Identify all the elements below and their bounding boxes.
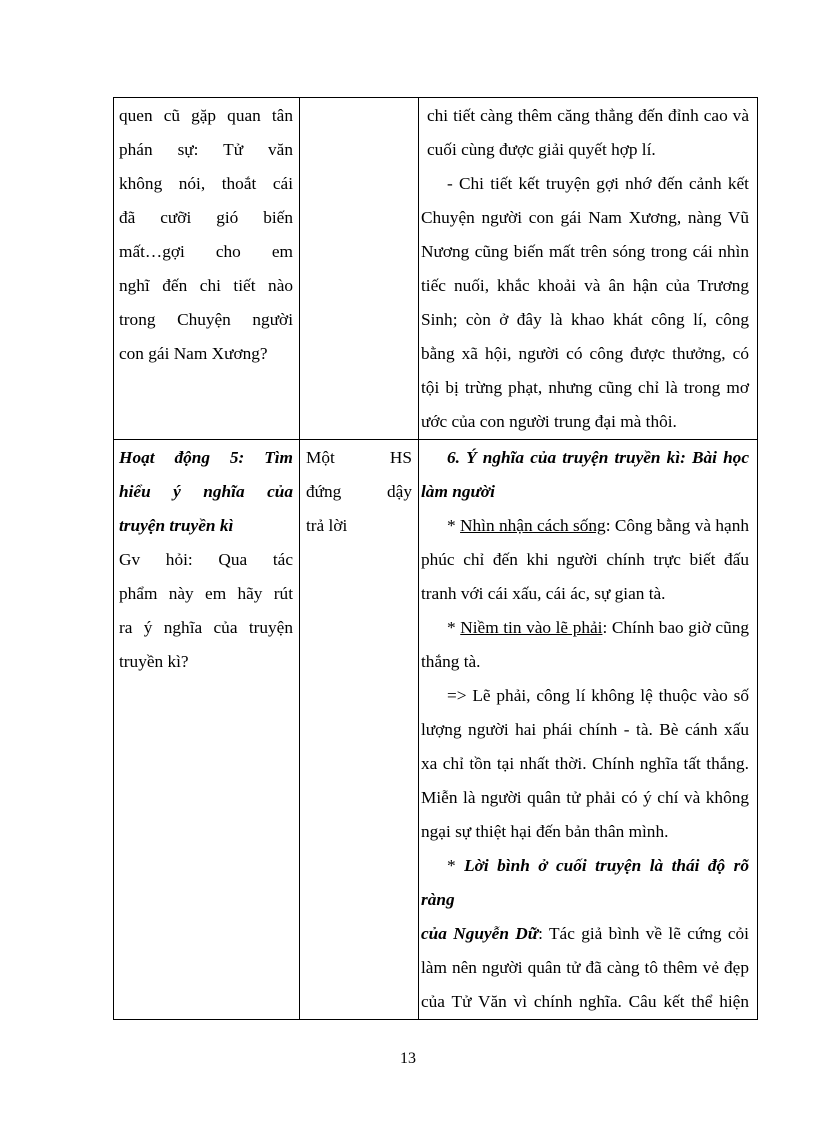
text-line: tranh với cái xấu, cái ác, sự gian tà. — [421, 584, 666, 603]
table-row — [114, 98, 758, 440]
text-line: con gái Nam Xương? — [119, 344, 268, 363]
table-row — [114, 440, 758, 1020]
text-line: tiếc nuối, khắc khoải và ân hận của Trương — [421, 276, 749, 295]
student-activity-cell — [300, 440, 419, 1020]
text-line: Một HS — [306, 448, 412, 467]
text-line: nghĩ đến chi tiết nào — [119, 276, 293, 295]
point-label: của Nguyễn Dữ — [421, 924, 539, 943]
text-line: chi tiết càng thêm căng thẳng đến đỉnh cao và — [427, 106, 749, 125]
text-line: làm nên người quân tử đã càng tô thêm vẻ đẹp — [421, 958, 749, 977]
text-line: quen cũ gặp quan tân — [119, 106, 293, 125]
text-line: không nói, thoắt cái — [119, 174, 293, 193]
point-label: Nhìn nhận cách sống — [460, 516, 606, 535]
text-line: phẩm này em hãy rút — [119, 584, 293, 603]
text-line: truyền kì? — [119, 652, 189, 671]
text-line: đã cưỡi gió biến — [119, 208, 293, 227]
text-line — [421, 917, 749, 951]
text-line: Nương cũng biến mất trên sóng trong cái nhìn — [421, 242, 749, 261]
text-line: của Tử Văn vì chính nghĩa. Câu kết thể hiện — [421, 992, 749, 1011]
lesson-table — [113, 97, 758, 1020]
point-label: Niềm tin vào lẽ phải — [460, 618, 603, 637]
text-line: thắng tà. — [421, 652, 481, 671]
text-line: ước của con người trung đại mà thôi. — [421, 412, 677, 431]
text-line: Sinh; còn ở đây là khao khát công lí, công — [421, 310, 749, 329]
text-line: cuối cùng được giải quyết hợp lí. — [427, 140, 656, 159]
text-line: tội bị trừng phạt, nhưng cũng chỉ là trong mơ — [421, 378, 749, 397]
text-run: : Công bằng và hạnh — [605, 516, 750, 535]
text-line: phán sự: Tử văn — [119, 140, 293, 159]
text-line: Miễn là người quân tử phải có ý chí và không — [421, 788, 749, 807]
text-run: : Tác giả bình về lẽ cứng cỏi — [538, 924, 749, 943]
text-line: => Lẽ phải, công lí không lệ thuộc vào số — [447, 686, 749, 705]
activity-heading: truyện truyền kì — [119, 516, 234, 535]
text-line: Chuyện người con gái Nam Xương, nàng Vũ — [421, 208, 749, 227]
point-label: Lời bình ở cuối truyện là thái độ rõ ràng — [421, 856, 749, 909]
text-line: * Niềm tin vào lẽ phải: Chính bao giờ cũng — [447, 618, 750, 637]
activity-heading: hiểu ý nghĩa của — [119, 482, 293, 501]
student-activity-cell — [300, 98, 419, 440]
text-line: xa chỉ tồn tại nhất thời. Chính nghĩa tất thắng. — [421, 754, 749, 773]
text-line: trả lời — [306, 516, 348, 535]
text-line: trong Chuyện người — [119, 310, 293, 329]
question-cell — [114, 98, 300, 440]
text-line: Gv hỏi: Qua tác — [119, 550, 293, 569]
activity-cell — [114, 440, 300, 1020]
text-line: bằng xã hội, người có công được thưởng, có — [421, 344, 749, 363]
text-line: phúc chỉ đến khi người chính trực biết đấu — [421, 550, 749, 569]
text-line: * Lời bình ở cuối truyện là thái độ rõ ràng — [421, 856, 749, 909]
section-heading: làm người — [421, 482, 495, 501]
content-cell — [419, 98, 758, 440]
page-number: 13 — [400, 1050, 416, 1067]
text-line: đứng dậy — [306, 482, 412, 501]
text-line: * Nhìn nhận cách sống: Công bằng và hạnh — [447, 516, 750, 535]
content-cell — [419, 440, 758, 1020]
text-line: ra ý nghĩa của truyện — [119, 618, 293, 637]
text-line: mất…gợi cho em — [119, 242, 293, 261]
text-line: ngại sự thiệt hại đến bản thân mình. — [421, 822, 669, 841]
activity-heading: Hoạt động 5: Tìm — [119, 448, 293, 467]
text-line: - Chi tiết kết truyện gợi nhớ đến cảnh kết — [447, 174, 749, 193]
text-line: lượng người hai phái chính - tà. Bè cánh xấu — [421, 720, 749, 739]
text-run: : Chính bao giờ cũng — [602, 618, 750, 637]
section-heading: 6. Ý nghĩa của truyện truyền kì: Bài học — [447, 448, 749, 467]
